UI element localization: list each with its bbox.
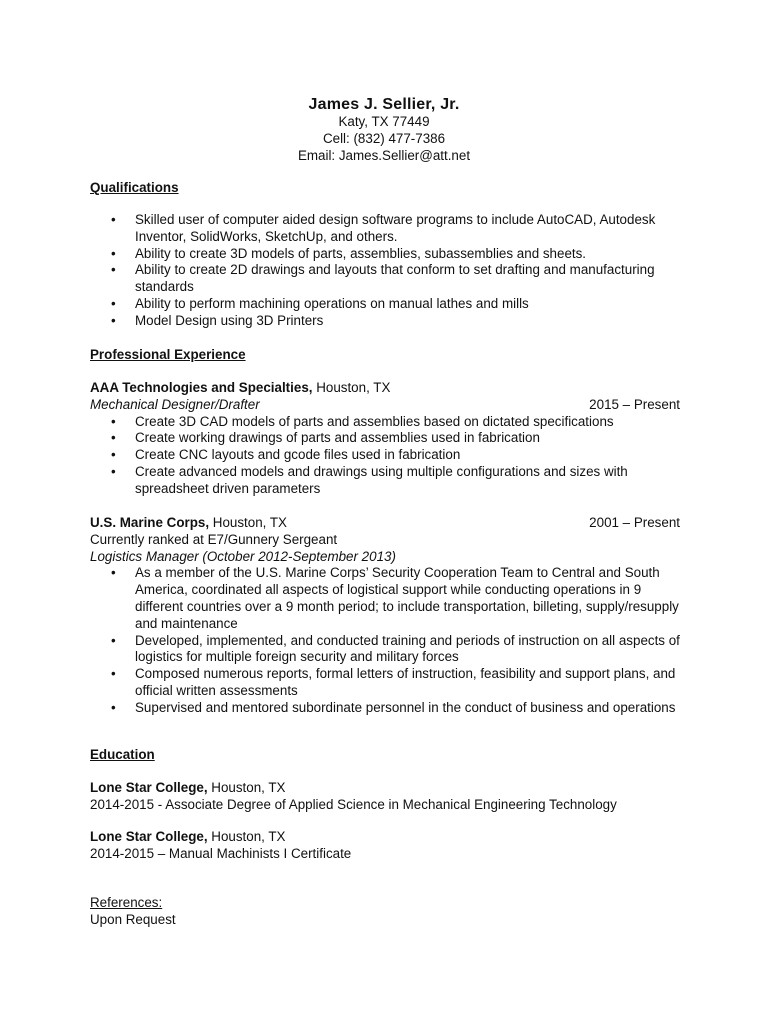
school-location: Houston, TX [207, 829, 286, 844]
list-item: • Ability to create 3D models of parts, assemblies, subassemblies and sheets. [90, 246, 680, 263]
list-item: • Create 3D CAD models of parts and assemblies based on dictated specifications [90, 414, 680, 431]
job-title-line [90, 397, 680, 414]
candidate-cell: Cell: (832) 477-7386 [322, 130, 446, 146]
list-item: • Supervised and mentored subordinate personnel in the conduct of business and operations [90, 700, 680, 717]
references-label: References: [90, 895, 163, 910]
education-entry [90, 780, 680, 814]
list-item: • Ability to create 2D drawings and layouts that conform to set drafting and manufacturing standards [90, 262, 680, 296]
list-item: • Create working drawings of parts and assemblies used in fabrication [90, 430, 680, 447]
list-item: • Create CNC layouts and gcode files used in fabrication [90, 447, 680, 464]
resume-header [0, 95, 768, 164]
school-location: Houston, TX [207, 780, 286, 795]
job-employer: AAA Technologies and Specialties, [90, 380, 313, 395]
job-title: Logistics Manager (October 2012-September 2013) [90, 548, 396, 564]
list-item: • Model Design using 3D Printers [90, 313, 680, 330]
references-value: Upon Request [90, 911, 176, 927]
job-dates: 2001 – Present [589, 515, 680, 530]
candidate-name: James J. Sellier, Jr. [308, 96, 460, 113]
job-location: Houston, TX [209, 515, 287, 530]
list-item: • Create advanced models and drawings using multiple configurations and sizes with spreadsheet driven parameters [90, 464, 680, 498]
education-entry [90, 829, 680, 863]
job-duties-list [90, 414, 680, 498]
job-employer-line [90, 380, 680, 397]
list-item: • Ability to perform machining operations on manual lathes and mills [90, 296, 680, 313]
list-item: • Composed numerous reports, formal letters of instruction, feasibility and support plans, and official written assessments [90, 666, 680, 700]
school-name: Lone Star College, [90, 780, 208, 795]
education-detail: 2014-2015 - Associate Degree of Applied Science in Mechanical Engineering Technology [90, 796, 617, 812]
references-block [90, 895, 680, 929]
job-duties-list [90, 565, 680, 716]
job-title: Mechanical Designer/Drafter [90, 396, 260, 412]
job-rank: Currently ranked at E7/Gunnery Sergeant [90, 531, 338, 547]
job-dates: 2015 – Present [589, 396, 680, 412]
list-item: • Skilled user of computer aided design software programs to include AutoCAD, Autodesk Inventor, SolidWorks, SketchUp, and others. [90, 212, 680, 246]
school-name: Lone Star College, [90, 829, 208, 844]
job-usmc [90, 515, 680, 717]
list-item: • As a member of the U.S. Marine Corps’ Security Cooperation Team to Central and South America, coordinated all aspects of logistical support while conducting operations in 9 different countries over a 9 month period; to include transportation, billeting, supply/resupply and maintenance [90, 565, 680, 632]
qualifications-list [90, 212, 680, 330]
job-aaa [90, 380, 680, 498]
experience-heading: Professional Experience [90, 347, 246, 362]
qualifications-heading: Qualifications [90, 180, 179, 195]
candidate-location: Katy, TX 77449 [338, 114, 430, 129]
candidate-email: Email: James.Sellier@att.net [297, 147, 471, 163]
job-employer: U.S. Marine Corps, [90, 515, 210, 530]
job-employer-line [90, 515, 680, 532]
education-heading: Education [90, 747, 155, 762]
qualifications-list-block [90, 212, 680, 330]
list-item: • Developed, implemented, and conducted training and periods of instruction on all aspects of logistics for multiple foreign security and military forces [90, 633, 680, 667]
education-detail: 2014-2015 – Manual Machinists I Certificate [90, 845, 352, 861]
job-location: Houston, TX [312, 380, 391, 395]
